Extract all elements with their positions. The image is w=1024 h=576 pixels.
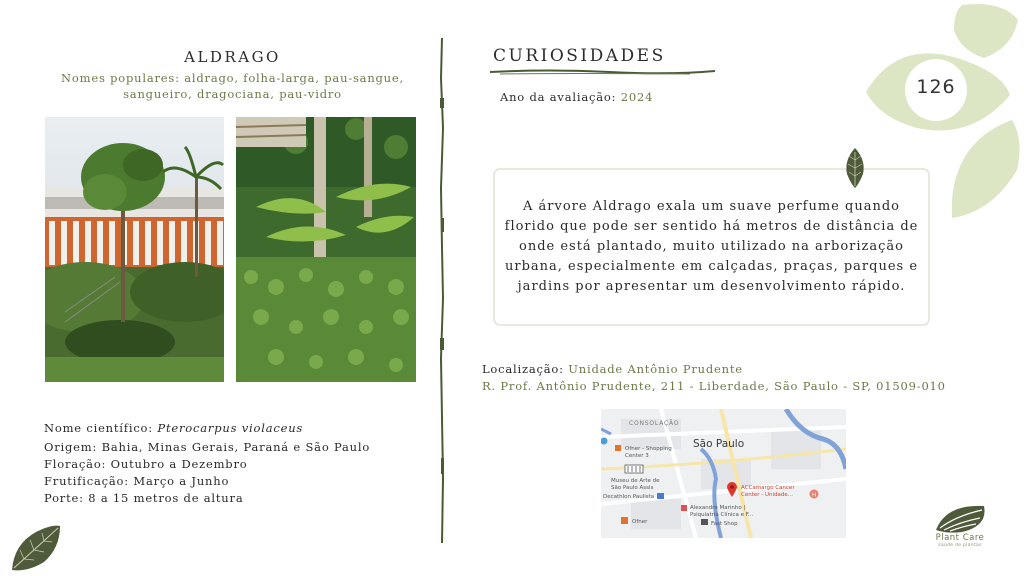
vertical-divider [436, 38, 448, 543]
photo-tree-building [45, 117, 224, 382]
location-map[interactable] [601, 409, 846, 538]
corner-leaves-decoration [862, 0, 1024, 230]
location-label: Localização: [482, 362, 569, 376]
page-number: 126 [916, 76, 956, 98]
year-label: Ano da avaliação: [500, 90, 621, 104]
scientific-name [44, 420, 370, 437]
scientific-label: Nome científico: [44, 421, 158, 435]
evaluation-year [500, 90, 653, 104]
map-poi-fast: Fast Shop [711, 521, 738, 527]
map-poi-museum-2: São Paulo Assis [611, 485, 654, 491]
location [482, 361, 946, 395]
curiosity-text: A árvore Aldrago exala um suave perfume quando florido que pode ser sentido há metros de distância de onde está plantado, muito utilizado na arborização urbana, especialmente em calçadas, praças, parques e jardins por apresentar um desenvolvimento rápido. [504, 199, 919, 294]
size: Porte: 8 a 15 metros de altura [44, 491, 244, 505]
species-facts [44, 420, 370, 507]
flowering: Floração: Outubro a Dezembro [44, 457, 248, 471]
map-city: São Paulo [693, 438, 745, 450]
map-poi-decathlon: Decathlon Paulista [603, 494, 655, 500]
map-poi-museum-1: Museu de Arte de [611, 478, 660, 484]
svg-text:H: H [812, 492, 817, 499]
fruiting: Frutificação: Março a Junho [44, 474, 230, 488]
map-poi-accamargo-2: Center - Unidade... [741, 492, 794, 498]
popular-names [45, 70, 420, 102]
map-poi-alexandre-2: Psiquiatria Clínica e F... [690, 512, 754, 518]
popular-names-label: Nomes populares: [61, 71, 180, 85]
title-underline [490, 65, 715, 79]
map-poi-shopping-2: Center 3 [625, 453, 649, 459]
map-poi-accamargo-1: ACCamargo Cancer [741, 485, 795, 491]
brand-name: Plant Care [935, 533, 985, 543]
origin: Origem: Bahia, Minas Gerais, Paraná e São Paulo [44, 440, 371, 454]
map-district: CONSOLAÇÃO [629, 420, 680, 427]
location-unit[interactable]: Unidade Antônio Prudente [568, 362, 743, 376]
species-title: ALDRAGO [184, 48, 281, 66]
map-poi-shopping: Ofner - Shopping [625, 446, 672, 452]
map-poi-ofner: Ofner [632, 519, 648, 525]
photo-foliage [236, 117, 416, 382]
scientific-value: Pterocarpus violaceus [157, 421, 304, 435]
curiosities-title: CURIOSIDADES [493, 46, 666, 66]
popular-names-value: aldrago, folha-larga, pau-sangue, sangueiro, dragociana, pau-vidro [123, 71, 404, 101]
brand-tagline: saúde de plantas [938, 543, 982, 548]
year-value: 2024 [620, 90, 654, 104]
leaf-icon [10, 522, 62, 572]
location-address[interactable]: R. Prof. Antônio Prudente, 211 - Liberdade, São Paulo - SP, 01509-010 [482, 379, 946, 393]
map-poi-alexandre: Alexandre Marinho | [690, 505, 746, 511]
